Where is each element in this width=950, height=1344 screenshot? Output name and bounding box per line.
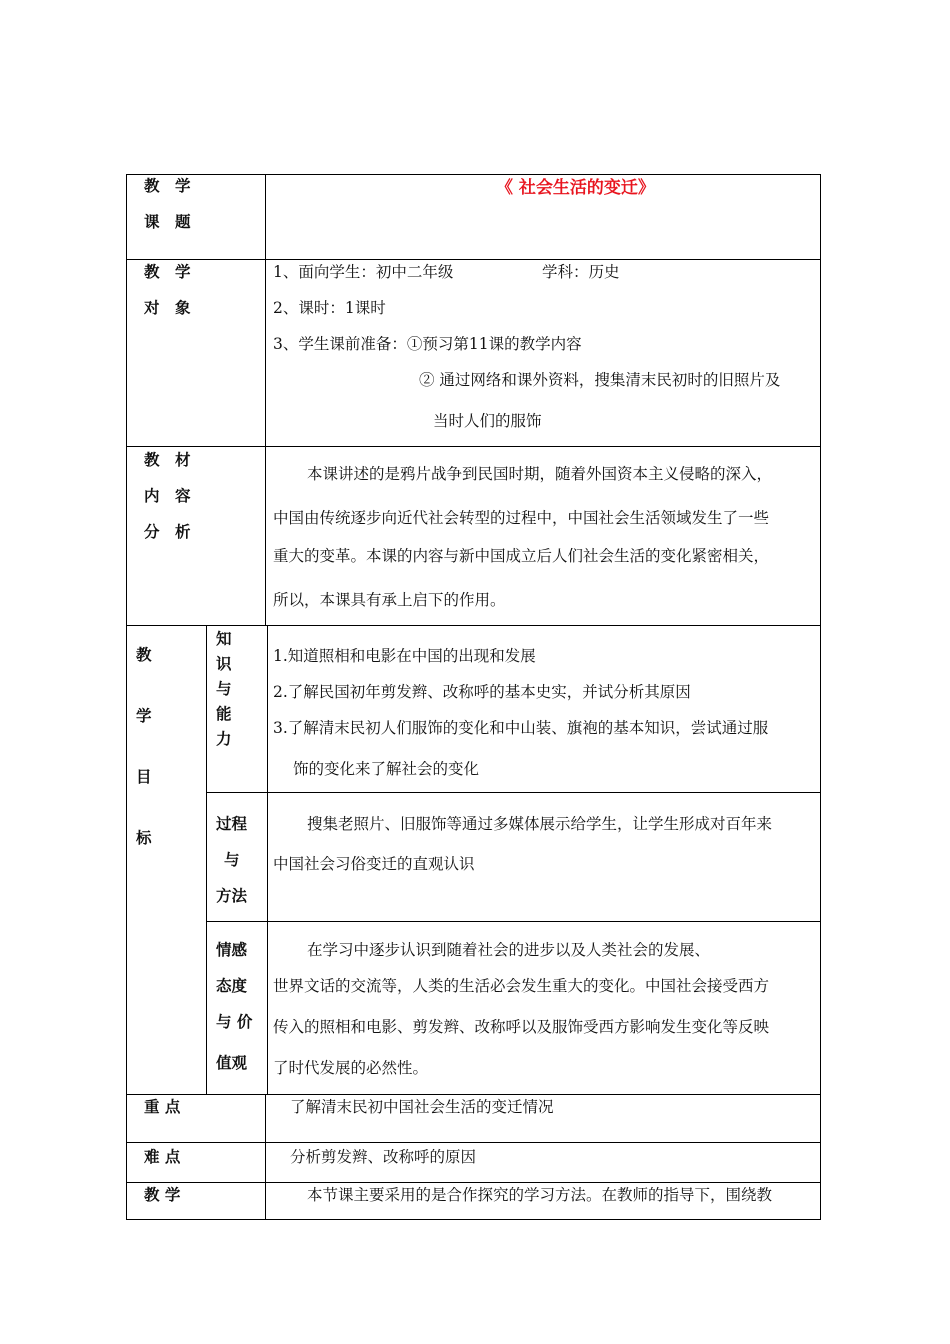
emotion-label: 情感 bbox=[216, 941, 248, 959]
emotion-label: 态度 bbox=[216, 977, 248, 995]
preparation-line: 3、学生课前准备：①预习第11课的教学内容 bbox=[273, 335, 582, 353]
material-paragraph-line: 重大的变革。本课的内容与新中国成立后人们社会生活的变化紧密相关， bbox=[273, 547, 770, 565]
knowledge-label: 能 bbox=[216, 705, 232, 723]
knowledge-item: 1.知道照相和电影在中国的出现和发展 bbox=[273, 647, 536, 665]
key-point-label: 重 点 bbox=[144, 1098, 181, 1116]
audience-line: 1、面向学生：初中二年级 bbox=[273, 263, 454, 281]
knowledge-label: 识 bbox=[216, 655, 232, 673]
objectives-label: 学 bbox=[136, 707, 152, 725]
method-text: 本节课主要采用的是合作探究的学习方法。在教师的指导下，围绕教 bbox=[307, 1186, 773, 1204]
emotion-text-line: 世界文话的交流等，人类的生活必会发生重大的变化。中国社会接受西方 bbox=[273, 977, 770, 995]
preparation-line: ② 通过网络和课外资料，搜集清末民初时的旧照片及 bbox=[419, 371, 781, 389]
knowledge-label: 与 bbox=[216, 680, 232, 698]
material-paragraph-line: 中国由传统逐步向近代社会转型的过程中，中国社会生活领域发生了一些 bbox=[273, 509, 770, 527]
process-label: 过程 bbox=[216, 815, 248, 833]
material-label-line3: 分 析 bbox=[144, 523, 191, 541]
material-paragraph-line: 所以，本课具有承上启下的作用。 bbox=[273, 591, 506, 609]
difficulty-text: 分析剪发辫、改称呼的原因 bbox=[290, 1148, 477, 1166]
knowledge-item: 3.了解清末民初人们服饰的变化和中山装、旗袍的基本知识，尝试通过服 bbox=[273, 719, 769, 737]
preparation-line: 当时人们的服饰 bbox=[433, 412, 542, 430]
knowledge-item: 饰的变化来了解社会的变化 bbox=[293, 760, 480, 778]
topic-label-line2: 课 题 bbox=[144, 213, 191, 231]
method-label: 教 学 bbox=[144, 1186, 181, 1204]
emotion-text-line: 传入的照相和电影、剪发辫、改称呼以及服饰受西方影响发生变化等反映 bbox=[273, 1018, 770, 1036]
lesson-title: 《 社会生活的变迁》 bbox=[496, 178, 655, 198]
knowledge-label: 知 bbox=[216, 630, 232, 648]
objectives-label: 教 bbox=[136, 646, 152, 664]
objectives-label: 标 bbox=[136, 829, 152, 847]
process-text-line: 搜集老照片、旧服饰等通过多媒体展示给学生，让学生形成对百年来 bbox=[307, 815, 773, 833]
audience-label-line1: 教 学 bbox=[144, 263, 191, 281]
audience-label-line2: 对 象 bbox=[144, 299, 191, 317]
topic-label-line1: 教 学 bbox=[144, 177, 191, 195]
process-label: 方法 bbox=[216, 887, 248, 905]
key-point-text: 了解清末民初中国社会生活的变迁情况 bbox=[290, 1098, 554, 1116]
process-label: 与 bbox=[224, 851, 240, 869]
emotion-label: 与 价 bbox=[216, 1013, 253, 1031]
emotion-text-line: 了时代发展的必然性。 bbox=[273, 1059, 429, 1077]
material-paragraph-line: 本课讲述的是鸦片战争到民国时期，随着外国资本主义侵略的深入， bbox=[307, 465, 773, 483]
knowledge-label: 力 bbox=[216, 730, 232, 748]
material-label-line1: 教 材 bbox=[144, 451, 191, 469]
knowledge-item: 2.了解民国初年剪发辫、改称呼的基本史实，并试分析其原因 bbox=[273, 683, 691, 701]
difficulty-label: 难 点 bbox=[144, 1148, 181, 1166]
subject-line: 学科：历史 bbox=[542, 263, 620, 281]
process-text-line: 中国社会习俗变迁的直观认识 bbox=[273, 855, 475, 873]
objectives-label: 目 bbox=[136, 768, 152, 786]
class-hours-line: 2、课时：1课时 bbox=[273, 299, 386, 317]
emotion-label: 值观 bbox=[216, 1054, 248, 1072]
emotion-text-line: 在学习中逐步认识到随着社会的进步以及人类社会的发展、 bbox=[307, 941, 711, 959]
material-label-line2: 内 容 bbox=[144, 487, 191, 505]
